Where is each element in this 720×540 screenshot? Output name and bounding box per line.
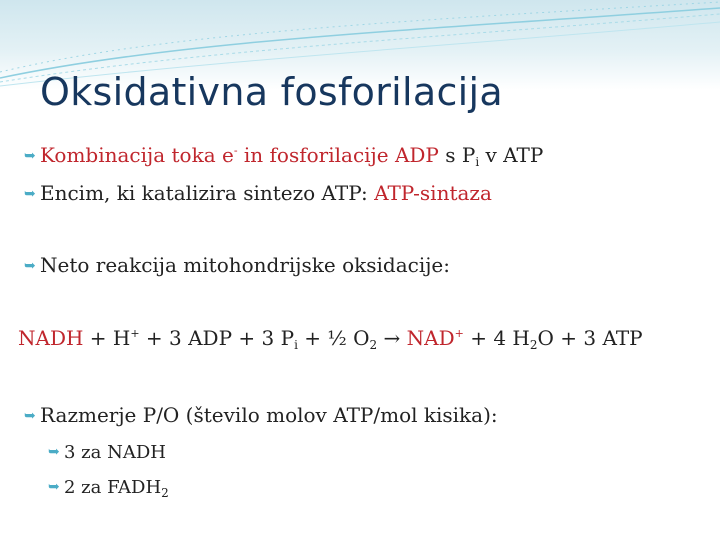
bullet-combination xyxy=(24,143,543,169)
eq-term: + ½ O xyxy=(297,326,370,350)
curved-arrow-bullet-icon: ➥ xyxy=(24,148,36,164)
curved-arrow-bullet-icon: ➥ xyxy=(48,444,60,460)
eq-superscript: + xyxy=(454,327,464,340)
bullet-enzyme xyxy=(24,181,492,205)
curved-arrow-bullet-icon: ➥ xyxy=(24,186,36,202)
text: in fosforilacije ADP xyxy=(237,143,439,167)
eq-subscript: 2 xyxy=(529,338,538,352)
text: Razmerje P/O (število molov ATP/mol kisika): xyxy=(40,403,498,427)
text: Neto reakcija mitohondrijske oksidacije: xyxy=(40,253,450,277)
eq-term: + H xyxy=(83,326,131,350)
sub-bullet-nadh xyxy=(48,442,166,463)
curved-arrow-bullet-icon: ➥ xyxy=(48,479,60,495)
text: 2 za FADH xyxy=(64,477,162,498)
sub-bullet-fadh2 xyxy=(48,477,169,500)
text: s P xyxy=(438,143,476,167)
eq-term: + 4 H xyxy=(463,326,530,350)
eq-term: O + 3 ATP xyxy=(537,326,643,350)
superscript: - xyxy=(233,144,238,157)
subscript: 2 xyxy=(161,486,169,500)
curved-arrow-bullet-icon: ➥ xyxy=(24,258,36,274)
text: Kombinacija toka e xyxy=(40,143,234,167)
bullet-po-ratio xyxy=(24,403,498,427)
text: v ATP xyxy=(479,143,544,167)
reaction-equation xyxy=(18,326,643,352)
slide-title: Oksidativna fosforilacija xyxy=(40,70,503,114)
text: ATP-sintaza xyxy=(374,181,492,205)
bullet-net-reaction xyxy=(24,253,450,277)
subscript: i xyxy=(475,155,480,169)
eq-subscript: i xyxy=(294,338,298,352)
eq-term: NAD xyxy=(406,326,455,350)
eq-term: + 3 ADP + 3 P xyxy=(139,326,295,350)
eq-arrow: → xyxy=(377,326,407,350)
text: Encim, ki katalizira sintezo ATP: xyxy=(40,181,375,205)
eq-superscript: + xyxy=(130,327,140,340)
text: 3 za NADH xyxy=(64,442,166,463)
eq-subscript: 2 xyxy=(369,338,378,352)
eq-term: NADH xyxy=(18,326,84,350)
curved-arrow-bullet-icon: ➥ xyxy=(24,408,36,424)
